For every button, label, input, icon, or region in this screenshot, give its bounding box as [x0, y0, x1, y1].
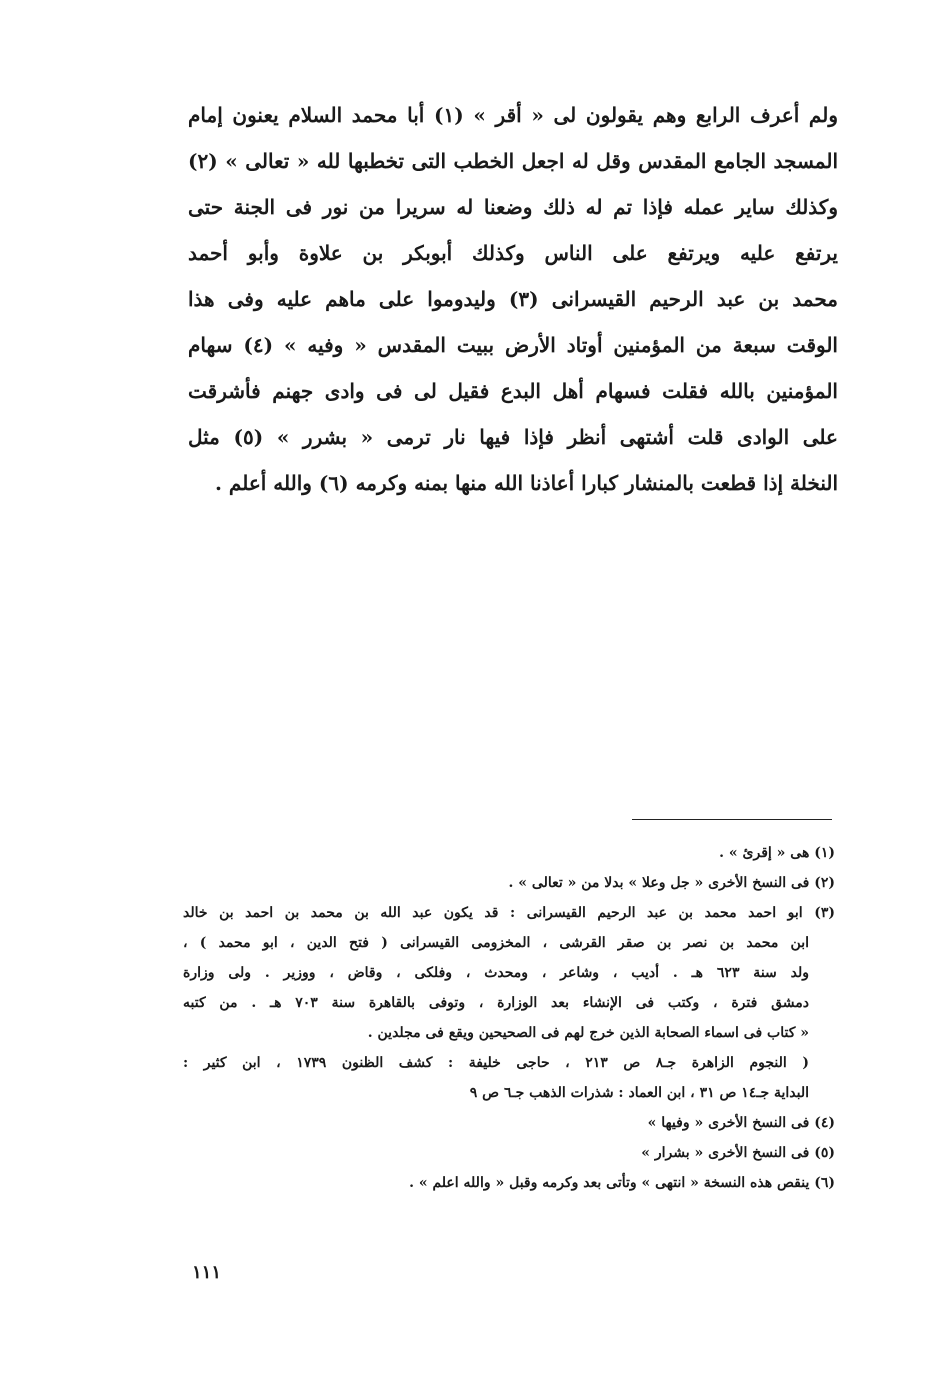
footnote-separator: [632, 819, 832, 820]
body-line: وكذلك ساير عمله فإذا تم له ذلك وضعنا له سريرا من نور فى الجنة حتى: [188, 195, 838, 219]
body-line: المؤمنين بالله فقلت فسهام أهل البدع فقيل لى فى وادى جهنم فأشرقت: [188, 379, 838, 403]
body-line: محمد بن عبد الرحيم القيسرانى (٣) وليدوموا على ماهم عليه وفى هذا: [188, 287, 838, 311]
footnote-2: (٢) فى النسخ الأخرى « جل وعلا » بدلا من « تعالى » .: [508, 875, 835, 891]
footnote-3-line: (٣) ابو احمد محمد بن عبد الرحيم القيسرانى : قد يكون عبد الله بن محمد بن احمد بن خالد: [183, 905, 835, 921]
footnote-5: (٥) فى النسخ الأخرى « بشرار »: [641, 1145, 835, 1161]
footnotes-section: [183, 838, 835, 1198]
body-line: ولم أعرف الرابع وهم يقولون لى « أقر » (١) أبا محمد السلام يعنون إمام: [188, 103, 838, 127]
footnote-6: (٦) ينقص هذه النسخة « انتهى » وتأتى بعد وكرمه وقبل « والله اعلم » .: [409, 1175, 835, 1191]
footnote-3-line: ( النجوم الزاهرة جـ٨ ص ٢١٣ ، حاجى خليفة : كشف الظنون ١٧٣٩ ، ابن كثير :: [183, 1055, 809, 1071]
footnote-1: (١) هى « إقرئ » .: [719, 845, 835, 861]
footnote-3-line: « كتاب فى اسماء الصحابة الذين خرج لهم فى الصحيحين ويقع فى مجلدين .: [367, 1025, 809, 1041]
footnote-3-line: البداية جـ١٤ ص ٣١ ، ابن العماد : شذرات الذهب جـ٦ ص ٩: [469, 1085, 809, 1101]
footnote-3-line: دمشق فترة ، وكتب فى الإنشاء بعد الوزارة ، وتوفى بالقاهرة سنة ٧٠٣ هـ . من كتبه: [183, 995, 809, 1011]
page-number: ١١١: [192, 1262, 222, 1283]
body-line: على الوادى قلت أشتهى أنظر فإذا فيها نار ترمى « بشرر » (٥) مثل: [188, 425, 838, 449]
body-line: يرتفع عليه ويرتفع على الناس وكذلك أبوبكر بن علاوة وأبو أحمد: [188, 241, 838, 265]
footnote-4: (٤) فى النسخ الأخرى « وفيها »: [647, 1115, 835, 1131]
footnote-3-line: ابن محمد بن نصر بن صقر القرشى ، المخزومى القيسرانى ( فتح الدين ، ابو محمد ) ،: [183, 935, 809, 951]
body-line: الوقت سبعة من المؤمنين أوتاد الأرض ببيت المقدس « وفيه » (٤) سهام: [188, 333, 838, 357]
body-line: المسجد الجامع المقدس وقل له اجعل الخطب التى تخطبها لله « تعالى » (٢): [188, 149, 838, 173]
body-line: النخلة إذا قطعت بالمنشار كبارا أعاذنا الله منها بمنه وكرمه (٦) والله أعلم .: [215, 471, 838, 495]
main-body-text: [188, 92, 838, 506]
footnote-3-line: ولد سنة ٦٢٣ هـ . أديب ، وشاعر ، ومحدث ، وفلكى ، وقاض ، ووزير . ولى وزارة: [183, 965, 809, 981]
